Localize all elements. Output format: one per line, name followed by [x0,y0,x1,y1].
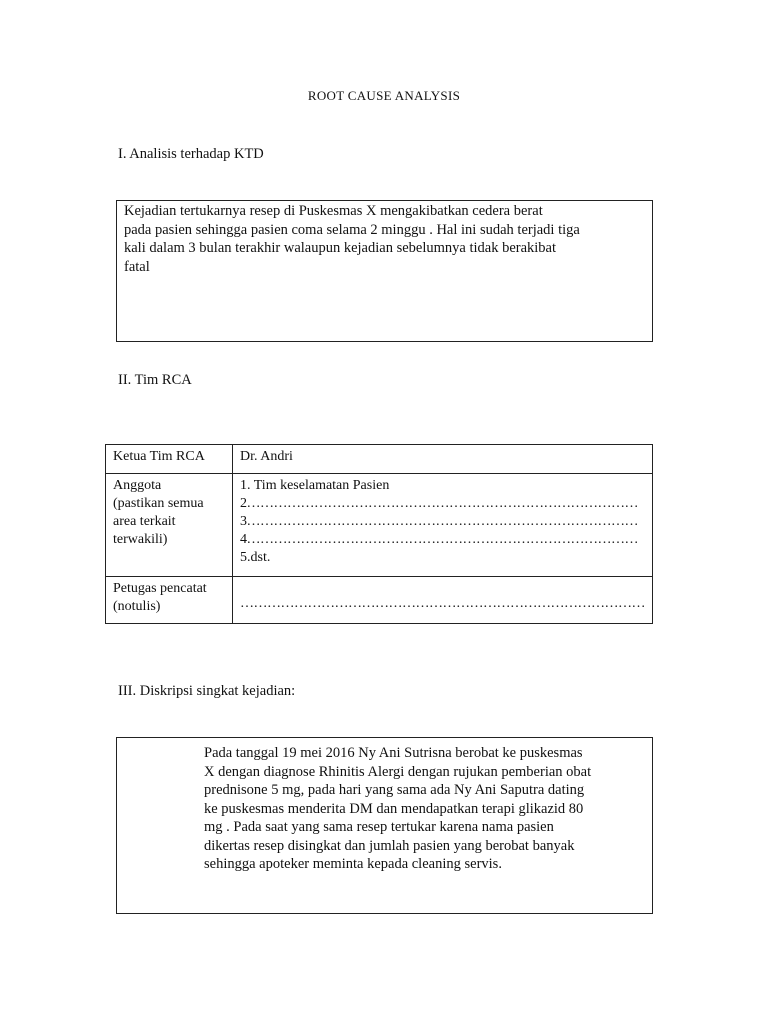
section-2-heading: II. Tim RCA [118,372,192,388]
anggota-list [233,474,653,577]
anggota-item: 3…………………………………………………………………………… [240,514,638,529]
anggota-label-line: Anggota [113,478,162,493]
anggota-label [106,474,233,577]
ktd-line: Kejadian tertukarnya resep di Puskesmas X mengakibatkan cedera berat [124,203,543,219]
ketua-label: Ketua Tim RCA [106,445,233,474]
notulis-label-line: Petugas pencatat [113,581,207,596]
incident-description-text [204,744,591,874]
anggota-item: 4…………………………………………………………………………… [240,532,638,547]
ketua-value: Dr. Andri [233,445,653,474]
incident-description-box [116,737,653,914]
notulis-label-line: (notulis) [113,599,161,614]
anggota-label-line: (pastikan semua [113,496,204,511]
section-3-heading: III. Diskripsi singkat kejadian: [118,683,296,699]
notulis-label [106,577,233,624]
anggota-label-line: area terkait [113,514,176,529]
table-row [106,474,653,577]
page-title: ROOT CAUSE ANALYSIS [307,88,461,103]
rca-team-table [105,444,653,624]
anggota-item: 2…………………………………………………………………………… [240,496,638,511]
description-line: sehingga apoteker meminta kepada cleaning servis. [204,856,502,872]
ktd-line: fatal [124,258,150,275]
notulis-value [233,577,653,624]
ktd-analysis-text [117,201,652,276]
ktd-line: pada pasien sehingga pasien coma selama 2 minggu . Hal ini sudah terjadi tiga [124,221,580,238]
description-line: prednisone 5 mg, pada hari yang sama ada Ny Ani Saputra dating [204,782,585,798]
description-line: dikertas resep disingkat dan jumlah pasien yang berobat banyak [204,837,575,854]
description-line: X dengan diagnose Rhinitis Alergi dengan rujukan pemberian obat [204,763,592,780]
section-1-heading: I. Analisis terhadap KTD [118,146,264,162]
anggota-label-line: terwakili) [113,532,168,547]
anggota-item: 5.dst. [240,550,271,565]
ktd-line: kali dalam 3 bulan terakhir walaupun kejadian sebelumnya tidak berakibat [124,240,557,256]
description-line: ke puskesmas menderita DM dan mendapatkan terapi glikazid 80 [204,800,584,817]
description-line: Pada tanggal 19 mei 2016 Ny Ani Sutrisna berobat ke puskesmas [204,745,583,761]
table-row [106,445,653,474]
anggota-item: 1. Tim keselamatan Pasien [240,478,390,493]
table-row [106,577,653,624]
ktd-analysis-box [116,200,653,342]
notulis-dots: ……………………………………………………………………………… [240,596,645,611]
description-line: mg . Pada saat yang sama resep tertukar karena nama pasien [204,819,554,835]
